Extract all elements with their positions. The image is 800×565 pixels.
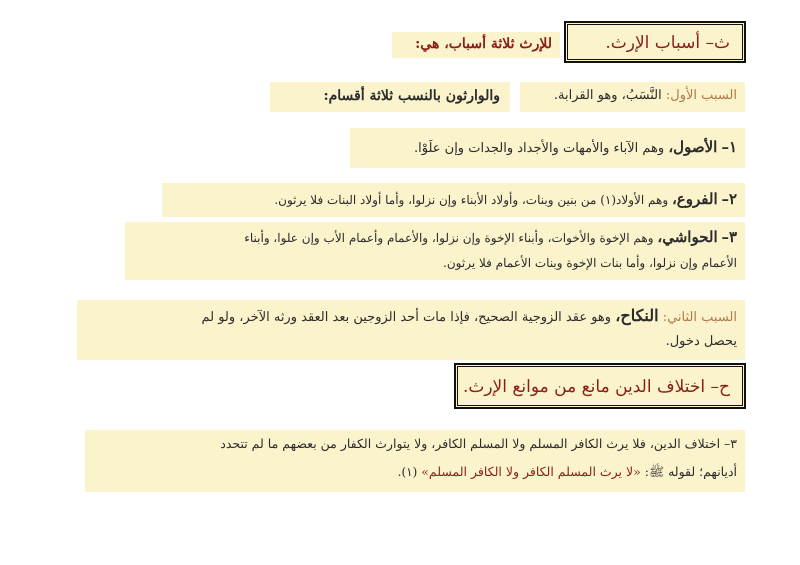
cause1-label: السبب الأول: xyxy=(665,88,737,103)
cause2-line2: يحصل دخول. xyxy=(665,334,737,349)
impediment-box xyxy=(85,430,745,492)
cause2-line1 xyxy=(201,306,737,325)
inheritors-note: والوارثون بالنسب ثلاثة أقسام: xyxy=(323,88,500,104)
impediment-prefix: أديانهم؛ لقوله ﷺ: xyxy=(644,464,737,479)
cause2-text-1: وهو عقد الزوجية الصحيح، فإذا مات أحد الزوجين بعد العقد ورثه الآخر، ولو لم xyxy=(201,310,612,325)
section-h-heading-box xyxy=(455,364,745,408)
item-3-title: الحواشي، xyxy=(657,228,718,246)
item-2-num: ٢– xyxy=(721,190,737,208)
impediment-line1: ٣– اختلاف الدين، فلا يرث الكافر المسلم ولا المسلم الكافر، ولا يتوارث الكفار من بعضهم ما لم تتحدد xyxy=(220,436,737,451)
item-3-box xyxy=(125,222,745,280)
cause1-desc: وهو القرابة. xyxy=(553,88,618,103)
item-1-line xyxy=(414,138,737,156)
item-1-num: ١– xyxy=(721,138,737,156)
cause2-box xyxy=(77,300,745,360)
cause1-box xyxy=(520,82,745,112)
impediment-line2 xyxy=(398,464,737,483)
item-2-text: وهم الأولاد(١) من بنين وبنات، وأولاد الأبناء وإن نزلوا، وأما أولاد البنات فلا يرثون. xyxy=(274,193,669,207)
section-th-heading: ث– أسباب الإرث. xyxy=(605,33,730,53)
item-3-text-1: وهم الإخوة والأخوات، وأبناء الإخوة وإن نزلوا، والأعمام وأعمام الأب وإن علوا، وأبناء xyxy=(244,231,654,245)
cause1-line xyxy=(554,88,737,103)
item-3-line2: الأعمام وإن نزلوا، وأما بنات الإخوة وبنات الأعمام فلا يرثون. xyxy=(443,256,737,270)
item-2-title: الفروع، xyxy=(671,190,718,208)
item-1-text: وهم الآباء والأمهات والأجداد والجدات وإن علَوْا. xyxy=(414,141,665,156)
section-th-heading-box xyxy=(565,22,745,62)
section-h-heading: ح– اختلاف الدين مانع من موانع الإرث. xyxy=(462,377,730,397)
cause2-label: السبب الثاني: xyxy=(662,310,737,325)
item-1-box xyxy=(350,128,745,168)
section-th-intro: للإرث ثلاثة أسباب، هي: xyxy=(415,36,552,52)
hadith-quote: «لا يرث المسلم الكافر ولا الكافر المسلم» xyxy=(421,464,641,479)
section-th-intro-box xyxy=(392,32,560,58)
item-2-box xyxy=(162,183,745,217)
item-2-line xyxy=(274,190,737,208)
inheritors-note-box xyxy=(270,82,510,112)
cause2-term: النكاح، xyxy=(615,306,659,325)
item-3-num: ٣– xyxy=(721,228,737,246)
footnote-marker: (١). xyxy=(397,465,418,479)
item-1-title: الأصول، xyxy=(668,138,718,156)
item-3-line1 xyxy=(244,228,737,246)
cause1-term: النَّسَبُ، xyxy=(621,88,662,103)
